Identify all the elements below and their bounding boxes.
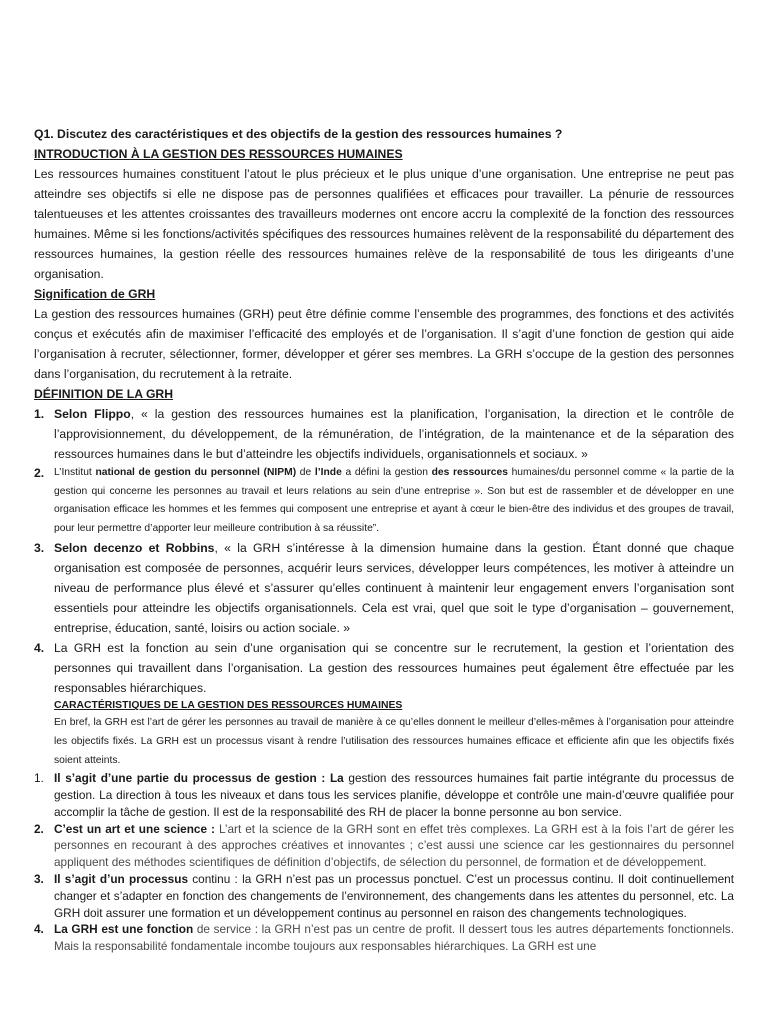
definition-text: humaines/du personnel comme « la partie de la gestion qui concerne les personnes au travail et leurs relations au sein d’une entreprise ». Son but est de rassembler et de développer en une organisation efficace les hommes et les femmes qui composent une entreprise et ayant à cœur le bien-être des individus et des groupes de travail, pour leur permettre d’apporter leur meilleure contribution à sa réussite”. (54, 467, 735, 534)
list-number: 4. (34, 641, 45, 656)
caracteristiques-paragraph: En bref, la GRH est l’art de gérer les personnes au travail de manière à ce qu’elles donnent le meilleur d’elles-mêmes à l’organisation pour atteindre les objectifs fixés. La GRH est un processus visant à rendre l’utilisation des ressources humaines efficace et efficiente afin que les objectifs fixés soient atteints. (54, 717, 734, 766)
caracteristique-title: La GRH est une fonction (54, 922, 194, 937)
caracteristique-item (34, 770, 734, 820)
caracteristique-text: gestion des ressources humaines fait partie intégrante du processus de gestion. La direction à tous les niveaux et dans tous les services planifie, développe et contrôle une main-d’œuvre qualifiée pour accomplir la tâche de gestion. Il est de la responsabilité des RH de placer la bonne personne au bon service. (54, 771, 735, 819)
definition-item (34, 538, 734, 638)
definition-text: a défini la gestion (341, 467, 432, 478)
caracteristique-text: L’art et la science de la GRH sont en effet très complexes. La GRH est à la fois l’art de gérer les personnes en recourant à des approches créatives et innovantes ; c’est aussi une science car les gestionnaires du personnel appliquent des méthodes scientifiques de définition d’objectifs, de sélection du personnel, de formation et de développement. (54, 821, 735, 870)
signification-paragraph: La gestion des ressources humaines (GRH) peut être définie comme l’ensemble des programmes, des fonctions et des activités conçus et exécutés afin de maximiser l’efficacité des employés et de l’organisation. Il s’agit d’une fonction de gestion qui aide l’organisation à recruter, sélectionner, former, développer et gérer ses membres. La GRH s’occupe de la gestion des personnes dans l’organisation, du recrutement à la retraite. (34, 307, 734, 381)
caracteristique-title: Il s’agit d’une partie du processus de gestion : La (54, 771, 344, 786)
caracteristique-title: C’est un art et une science : (54, 821, 215, 836)
definition-bold: l’Inde (314, 467, 342, 478)
list-number: 3. (34, 871, 44, 886)
caracteristique-text: de service : la GRH n’est pas un centre de profit. Il dessert tous les autres départements fonctionnels. Mais la responsabilité fondamentale incombe toujours aux responsables hiérarchiques. La GRH est une (54, 922, 734, 954)
definition-text: La GRH est la fonction au sein d’une organisation qui se concentre sur le recrutement, la gestion et l’orientation des personnes qui travaillent dans l’organisation. La gestion des ressources humaines peut également être effectuée par les responsables hiérarchiques. (54, 641, 734, 696)
definition-list (34, 404, 734, 698)
definition-author: Selon Flippo (54, 407, 131, 421)
definition-bold: des ressources (431, 467, 508, 478)
caracteristique-text: continu : la GRH n’est pas un processus ponctuel. C’est un processus continu. Il doit continuellement changer et s’adapter en fonction des changements de l’environnement, des changements dans les attentes du personnel, etc. La GRH doit assurer une formation et un développement continus au personnel en raison des changements technologiques. (54, 871, 734, 920)
list-number: 2. (34, 821, 44, 836)
definition-text: L’Institut (54, 467, 96, 478)
definition-heading: DÉFINITION DE LA GRH (34, 387, 174, 401)
document-content (34, 124, 734, 955)
list-number: 2. (34, 466, 45, 480)
definition-text: , « la GRH s’intéresse à la dimension humaine dans la gestion. Étant donné que chaque organisation est composée de personnes, acquérir leurs services, développer leurs compétences, les motiver à atteindre un niveau de performance plus élevé et s’assurer qu’elles continuent à maintenir leur engagement envers l’organisation sont essentiels pour atteindre les objectifs organisationnels. Cela est vrai, quel que soit le type d’organisation – gouvernement, entreprise, éducation, santé, loisirs ou action sociale. » (54, 541, 734, 636)
caracteristique-item (34, 871, 734, 921)
list-number: 1. (34, 771, 44, 786)
definition-bold: national de gestion du personnel (NIPM) (95, 467, 297, 478)
list-number: 1. (34, 407, 45, 421)
definition-author: Selon decenzo et Robbins (54, 541, 215, 556)
caracteristiques-list (34, 770, 734, 955)
intro-heading: INTRODUCTION À LA GESTION DES RESSOURCES HUMAINES (34, 147, 403, 161)
definition-text: de (296, 467, 315, 478)
question-title: Q1. Discutez des caractéristiques et des objectifs de la gestion des ressources humaines ? (34, 127, 563, 141)
intro-paragraph: Les ressources humaines constituent l’atout le plus précieux et le plus unique d’une organisation. Une entreprise ne peut pas atteindre ses objectifs si elle ne dispose pas de personnes qualifiées et efficaces pour travailler. La pénurie de ressources talentueuses et les attentes croissantes des travailleurs modernes ont encore accru la complexité de la fonction des ressources humaines. Même si les fonctions/activités spécifiques des ressources humaines relèvent de la responsabilité du département des ressources humaines, la gestion réelle des ressources humaines relève de la responsabilité de tous les dirigeants d’une organisation. (34, 167, 734, 281)
caracteristique-item (34, 821, 734, 871)
list-number: 3. (34, 541, 45, 556)
signification-heading: Signification de GRH (34, 287, 156, 301)
definition-text: , « la gestion des ressources humaines est la planification, l’organisation, la direction et le contrôle de l’approvisionnement, du développement, de la rémunération, de l’intégration, de la maintenance et de la séparation des ressources humaines dans le but d’atteindre les objectifs individuels, organisationnels et sociaux. » (54, 407, 734, 461)
definition-item (34, 464, 734, 538)
list-number: 4. (34, 922, 44, 937)
definition-item (34, 638, 734, 698)
caracteristiques-heading: CARACTÉRISTIQUES DE LA GESTION DES RESSOURCES HUMAINES (54, 700, 403, 712)
caracteristique-item (34, 921, 734, 955)
caracteristique-title: Il s’agit d’un processus (54, 871, 189, 886)
definition-item (34, 404, 734, 464)
